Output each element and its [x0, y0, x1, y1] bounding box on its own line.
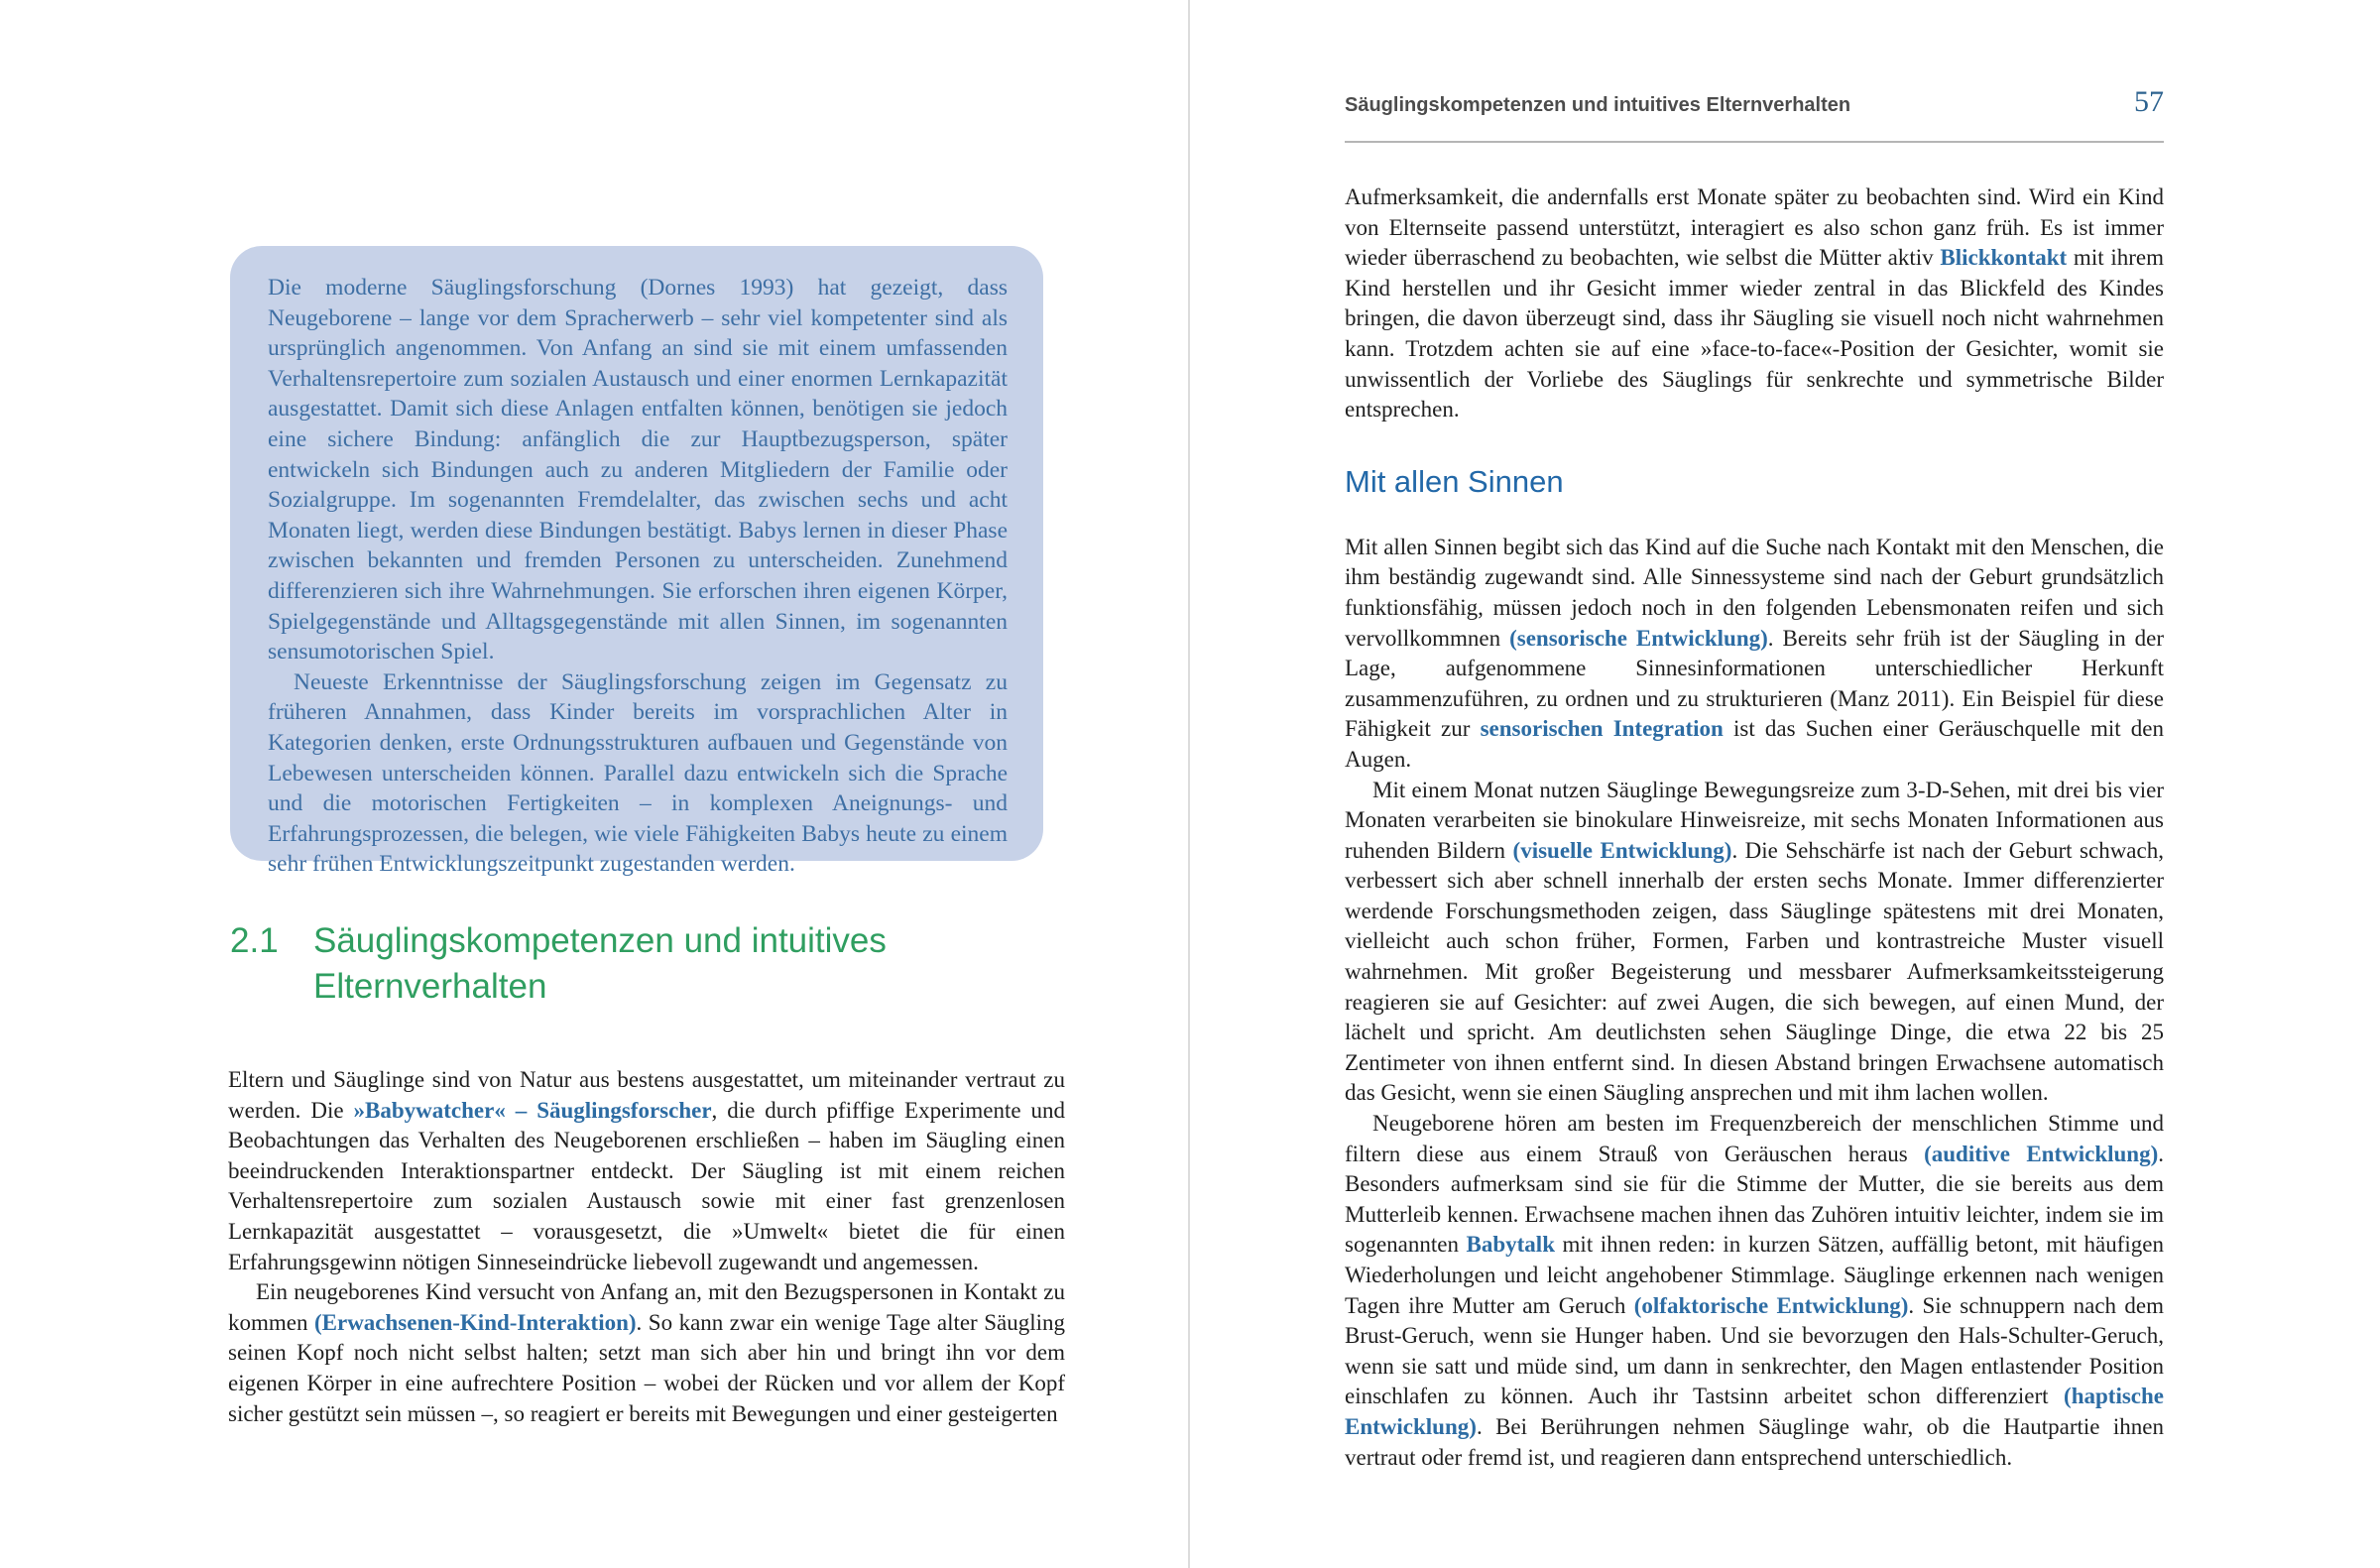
- subheading-mit-allen-sinnen: Mit allen Sinnen: [1345, 463, 1564, 499]
- text-run: mit ihnen reden: in kurzen Sätzen, auffällig betont, mit häufigen Wiederholungen und leicht angehobener Stimmlage. Säuglinge erkennen nach wenigen Tagen ihre Mutter am Geruch: [1345, 1232, 2165, 1318]
- text-run: . Bereits sehr früh ist der Säugling in der Lage, aufgenommene Sinnesinformationen unterschiedlicher Herkunft zusammenzuführen, zu ordnen und zu strukturieren (Manz 2011). Ein Beispiel für diese Fähigkeit zur: [1345, 625, 2165, 742]
- text-run: Neugeborene hören am besten im Frequenzbereich der menschlichen Stimme und filtern diese aus einem Strauß von Geräuschen heraus: [1345, 1111, 2164, 1166]
- text-run: Mit einem Monat nutzen Säuglinge Bewegungsreize zum 3-D-Sehen, mit drei bis vier Monaten verarbeiten sie binokulare Hinweisreize, mit sechs Monaten Informationen aus ruhenden Bildern: [1345, 777, 2164, 863]
- right-body-text: [1345, 533, 2164, 1473]
- section-title-line-1: Säuglingskompetenzen und intuitives: [313, 921, 887, 960]
- page-divider: [1188, 0, 1190, 1568]
- paragraph: [1345, 182, 2164, 425]
- paragraph: [1345, 533, 2164, 776]
- page-number: 57: [2134, 85, 2164, 118]
- text-run: Neueste Erkenntnisse der Säuglingsforschung zeigen im Gegensatz zu früheren Annahmen, dass Kinder bereits im vorsprachlichen Alter in Kategorien denken, erste Ordnungsstrukturen aufbauen und Gegenstände von Lebewesen unterscheiden können. Parallel dazu entwickeln sich die Sprache und die motorischen Fertigkeiten – in komplexen Aneignungs- und Erfahrungsprozessen, die belegen, wie viele Fähigkeiten Babys heute zu einem sehr frühen Entwicklungszeitpunkt zugestanden werden.: [268, 668, 1008, 878]
- section-number: 2.1: [230, 921, 279, 960]
- key-term: sensorischen Integration: [1480, 716, 1724, 742]
- key-term: Blickkontakt: [1940, 245, 2068, 271]
- text-run: Ein neugeborenes Kind versucht von Anfang an, mit den Bezugspersonen in Kontakt zu kommen: [228, 1279, 1065, 1335]
- text-run: , die durch pfiffige Experimente und Beobachtungen das Verhalten des Neugeborenen erschließen – haben im Säugling einen beeindruckenden Interaktionspartner entdeckt. Der Säugling ist mit einem reichen Verhaltensrepertoire zum sozialen Austausch sowie mit einer fast grenzenlosen Lernkapazität ausgestattet – vorausgesetzt, die »Umwelt« bietet die für einen Erfahrungsgewinn nötigen Sinneseindrücke liebevoll zugewandt und angemessen.: [228, 1097, 1065, 1274]
- running-header: [1345, 87, 2164, 117]
- paragraph: [268, 273, 1008, 667]
- section-title: [313, 918, 887, 1010]
- paragraph: [228, 1277, 1065, 1429]
- left-body-text: [228, 1065, 1065, 1429]
- text-run: mit ihrem Kind herstellen und ihr Gesicht immer wieder zentral in das Blickfeld des Kindes bringen, die davon überzeugt sind, dass ihr Säugling sie visuell noch nicht wahrnehmen kann. Trotzdem achten sie auf eine »face-to-face«-Position der Gesichter, womit sie unwissentlich der Vorliebe des Säuglings für senkrechte und symmetrische Bilder entsprechen.: [1345, 245, 2164, 422]
- right-intro-text: [1345, 182, 2164, 425]
- text-run: Eltern und Säuglinge sind von Natur aus bestens ausgestattet, um miteinander vertraut zu werden. Die: [228, 1067, 1065, 1123]
- key-term: »Babywatcher« – Säuglingsforscher: [353, 1097, 712, 1123]
- running-header-title: Säuglingskompetenzen und intuitives Elternverhalten: [1345, 94, 1851, 116]
- key-term: (auditive Entwicklung): [1924, 1141, 2159, 1166]
- text-run: Die moderne Säuglingsforschung (Dornes 1993) hat gezeigt, dass Neugeborene – lange vor dem Spracherwerb – sehr viel kompetenter sind als ursprünglich angenommen. Von Anfang an sind sie mit einem umfassenden Verhaltensrepertoire zum sozialen Austausch und einer enormen Lernkapazität ausgestattet. Damit sich diese Anlagen entfalten können, benötigen sie jedoch eine sichere Bindung: anfänglich die zur Hauptbezugsperson, später entwickeln sich Bindungen auch zu anderen Mitgliedern der Familie oder Sozialgruppe. Im sogenannten Fremdelalter, das zwischen sechs und acht Monaten liegt, werden diese Bindungen bestätigt. Babys lernen in dieser Phase zwischen bekannten und fremden Personen zu unterscheiden. Zunehmend differenzieren sich ihre Wahrnehmungen. Sie erforschen ihren eigenen Körper, Spielgegenstände und Alltagsgegenstände mit allen Sinnen, im sogenannten sensumotorischen Spiel.: [268, 275, 1008, 665]
- text-run: . Besonders aufmerksam sind sie für die Stimme der Mutter, die sie bereits aus dem Mutterleib kennen. Erwachsene machen ihnen das Zuhören intuitiv leichter, indem sie im sogenannten: [1345, 1141, 2164, 1258]
- text-run: . Die Sehschärfe ist nach der Geburt schwach, verbessert sich aber schnell innerhalb der ersten sechs Monate. Immer differenzierter werdende Forschungsmethoden zeigen, dass Säuglinge spätestens mit drei Monaten, vielleicht auch schon früher, Formen, Farben und kontrastreiche Muster visuell wahrnehmen. Mit großer Begeisterung und messbarer Aufmerksamkeitssteigerung reagieren sie auf Gesichter: auf zwei Augen, die sich bewegen, auf einen Mund, der lächelt und spricht. Am deutlichsten sehen Säuglinge Dinge, die etwa 22 bis 25 Zentimeter von ihnen entfernt sind. In diesen Abstand bringen Erwachsene automatisch das Gesicht, wenn sie einen Säugling ansprechen und mit ihm lachen wollen.: [1345, 837, 2164, 1106]
- section-heading: [230, 918, 887, 1010]
- text-run: . Sie schnuppern nach dem Brust-Geruch, wenn sie Hunger haben. Und sie bevorzugen den Hals-Schulter-Geruch, wenn sie satt und müde sind, um dann in senkrechter, den Magen entlastender Position einschlafen zu können. Auch ihr Tastsinn arbeitet schon differenziert: [1345, 1292, 2164, 1409]
- text-run: . So kann zwar ein wenige Tage alter Säugling seinen Kopf noch nicht selbst halten; setzt man sich aber hin und bringt ihn vor dem eigenen Körper in eine aufrechtere Position – wobei der Rücken und vor allem der Kopf sicher gestützt sein müssen –, so reagiert er bereits mit Bewegungen und einer gesteigerten: [228, 1309, 1065, 1426]
- paragraph: [228, 1065, 1065, 1277]
- text-run: ist das Suchen einer Geräuschquelle mit den Augen.: [1345, 716, 2164, 772]
- key-term: (sensorische Entwicklung): [1509, 625, 1768, 651]
- paragraph: [1345, 1109, 2164, 1473]
- text-run: Mit allen Sinnen begibt sich das Kind auf die Suche nach Kontakt mit den Menschen, die ihm beständig zugewandt sind. Alle Sinnessysteme sind nach der Geburt grundsätzlich funktionsfähig, müssen jedoch noch in den folgenden Lebensmonaten reifen und sich vervollkommnen: [1345, 534, 2164, 651]
- header-rule: [1345, 141, 2164, 143]
- paragraph: [1345, 776, 2164, 1110]
- text-run: . Bei Berührungen nehmen Säuglinge wahr, ob die Hautpartie ihnen vertraut oder fremd ist, und reagieren dann entsprechend unterschiedlich.: [1345, 1413, 2164, 1470]
- key-term: (haptische Entwicklung): [1345, 1384, 2164, 1439]
- paragraph: [268, 667, 1008, 880]
- right-column: [1345, 182, 2164, 1473]
- text-run: Aufmerksamkeit, die andernfalls erst Monate später zu beobachten sind. Wird ein Kind von Elternseite passend unterstützt, interagiert es also schon ganz früh. Es ist immer wieder überraschend zu beobachten, wie selbst die Mütter aktiv: [1345, 184, 2164, 271]
- key-term: (Erwachsenen-Kind-Interaktion): [313, 1309, 637, 1335]
- key-term: Babytalk: [1466, 1232, 1555, 1258]
- key-term: (visuelle Entwicklung): [1512, 837, 1732, 863]
- section-title-line-2: Elternverhalten: [313, 967, 547, 1006]
- key-term: (olfaktorische Entwicklung): [1633, 1292, 1909, 1318]
- callout-box: [230, 246, 1043, 878]
